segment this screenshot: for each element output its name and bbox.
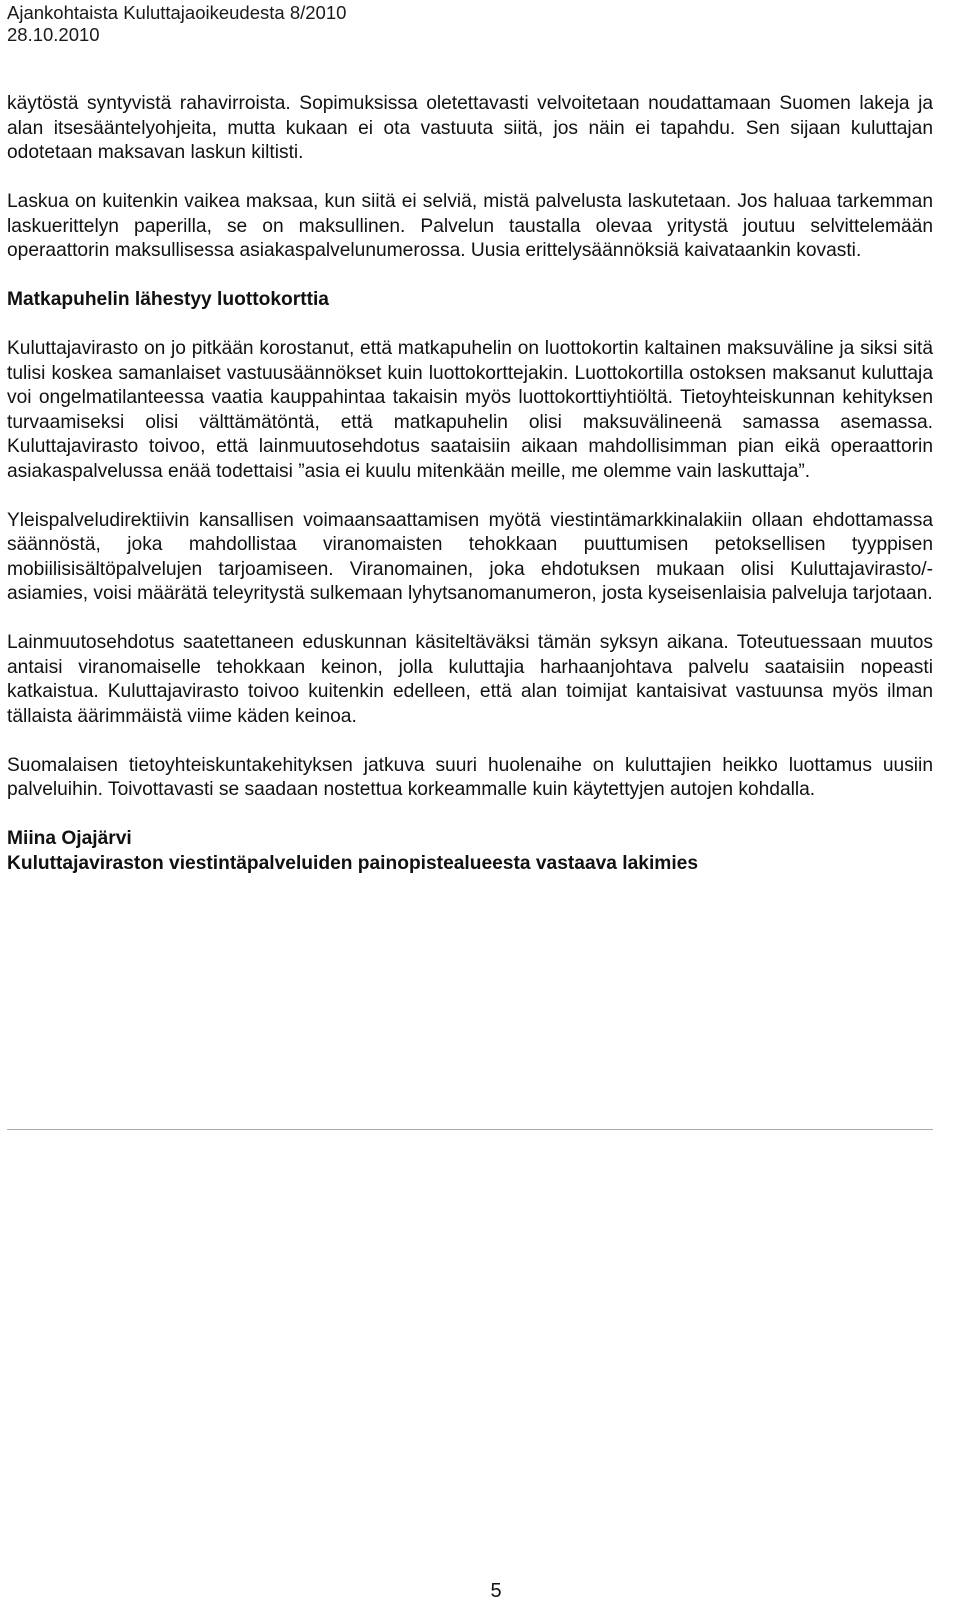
document-header xyxy=(7,2,346,46)
section-heading: Matkapuhelin lähestyy luottokorttia xyxy=(7,289,329,310)
header-date: 28.10.2010 xyxy=(7,24,100,45)
paragraph-5: Lainmuutosehdotus saatettaneen eduskunnan käsiteltäväksi tämän syksyn aikana. Toteutuessaan muutos antaisi viranomaiselle tehokkaan keinon, jolla kuluttajia harhaanjohtava palvelu saataisiin nopeasti katkaistua. Kuluttajavirasto toivoo kuitenkin edelleen, että alan toimijat kantaisivat vastuunsa myös ilman tällaista äärimmäistä viime käden keinoa. xyxy=(7,632,933,727)
paragraph-3: Kuluttajavirasto on jo pitkään korostanut, että matkapuhelin on luottokortin kaltainen maksuväline ja siksi sitä tulisi koskea samanlaiset vastuusäännökset kuin luottokorttejakin. Luottokortilla ostoksen maksanut kuluttaja voi ongelmatilanteessa vaatia kauppahintaa takaisin myös luottokorttiyhtiöltä. Tietoyhteiskunnan kehityksen turvaamiseksi olisi välttämätöntä, että matkapuhelin olisi maksuvälineenä samassa asemassa. Kuluttajavirasto toivoo, että lainmuutosehdotus saataisiin aikaan mahdollisimman pian eikä operaattorin asiakaspalvelussa enää todettaisi ”asia ei kuulu mitenkään meille, me olemme vain laskuttaja”. xyxy=(7,338,933,482)
paragraph-6: Suomalaisen tietoyhteiskuntakehityksen jatkuva suuri huolenaihe on kuluttajien heikko luottamus uusiin palveluihin. Toivottavasti se saadaan nostettua korkeammalle kuin käytettyjen autojen kohdalla. xyxy=(7,754,933,800)
paragraph-1: käytöstä syntyvistä rahavirroista. Sopimuksissa oletettavasti velvoitetaan noudattamaan Suomen lakeja ja alan itsesääntelyohjeita, mutta kukaan ei ota vastuuta siitä, jos näin ei tapahdu. Sen sijaan kuluttajan odotetaan maksavan laskun kiltisti. xyxy=(7,93,933,163)
author-name: Miina Ojajärvi xyxy=(7,828,132,849)
horizontal-divider xyxy=(7,1129,933,1130)
article-body xyxy=(7,92,933,876)
page-number: 5 xyxy=(490,1580,502,1602)
signature-block xyxy=(7,827,933,876)
paragraph-2: Laskua on kuitenkin vaikea maksaa, kun siitä ei selviä, mistä palvelusta laskutetaan. Jos haluaa tarkemman laskuerittelyn paperilla, se on maksullinen. Palvelun taustalla olevaa yritystä joutuu selvittelemään operaattorin maksullisessa asiakaspalvelunumerossa. Uusia erittelysäännöksiä kaivataankin kovasti. xyxy=(7,191,933,261)
paragraph-4: Yleispalveludirektiivin kansallisen voimaansaattamisen myötä viestintämarkkinalakiin ollaan ehdottamassa säännöstä, joka mahdollistaa viranomaisten tehokkaan puuttumisen petoksellisen tyyppisen mobiilisisältöpalvelujen tarjoamiseen. Viranomainen, joka ehdotuksen mukaan olisi Kuluttajavirasto/-asiamies, voisi määrätä teleyritystä sulkemaan lyhytsanomanumeron, josta kyseisenlaisia palveluja tarjotaan. xyxy=(7,509,933,604)
header-title: Ajankohtaista Kuluttajaoikeudesta 8/2010 xyxy=(7,2,347,23)
author-title: Kuluttajaviraston viestintäpalveluiden painopistealueesta vastaava lakimies xyxy=(7,852,699,874)
